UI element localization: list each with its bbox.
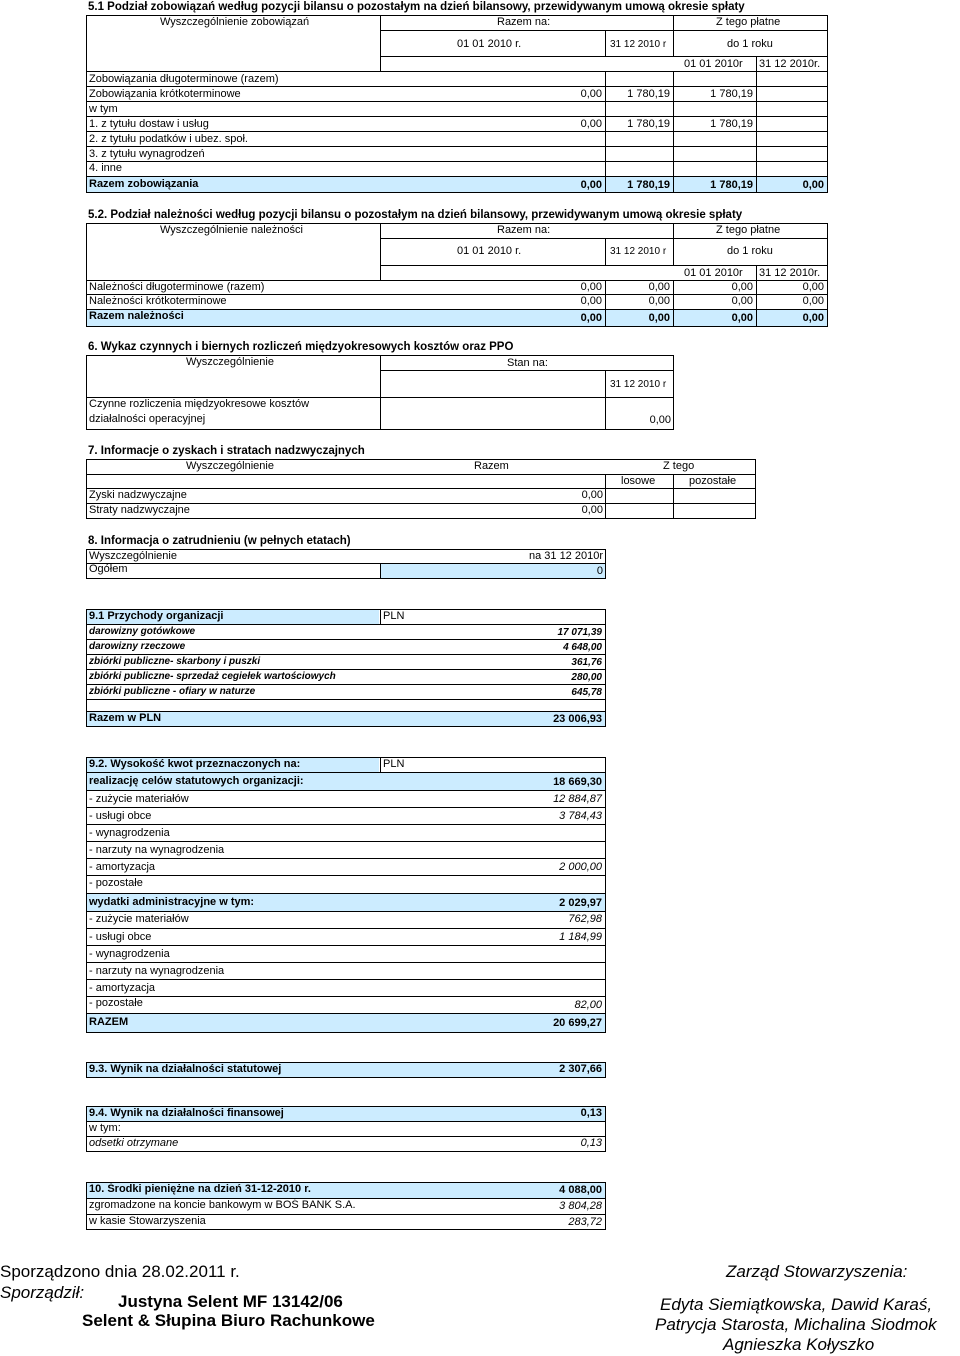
col-state-6: Stan na: <box>507 357 548 369</box>
value-9-3: 2 307,66 <box>559 1063 602 1075</box>
cash-row-value: 283,72 <box>568 1216 602 1228</box>
up-to-1y-5-1: do 1 roku <box>727 38 773 50</box>
row-value: 0,00 <box>648 295 670 307</box>
income-row-value: 645,78 <box>571 687 602 698</box>
row-label: 3. z tytułu wynagrodzeń <box>89 148 205 160</box>
stat-value-9-2: 18 669,30 <box>553 776 602 788</box>
cost-row-value: 12 884,87 <box>553 793 602 805</box>
footer-by: Sporządził: <box>0 1283 85 1302</box>
row-value: 1 780,19 <box>710 118 753 130</box>
row-label-6a: Czynne rozliczenia międzyokresowe kosztów <box>89 398 310 410</box>
row-label: Należności długoterminowe (razem) <box>89 281 265 293</box>
sub2-5-2: 31 12 2010r. <box>759 267 821 279</box>
cost-row-value: 82,00 <box>574 999 602 1011</box>
col-spec-6: Wyszczególnienie <box>186 356 274 368</box>
sub1-5-1: 01 01 2010r <box>684 58 743 70</box>
row-label: Straty nadzwyczajne <box>89 504 190 516</box>
section-9-2-title: 9.2. Wysokość kwot przeznaczonych na: <box>89 758 301 770</box>
date2-5-2: 31 12 2010 r <box>610 246 667 257</box>
row-label: Zyski nadzwyczajne <box>89 489 187 501</box>
cost-row-label: - amortyzacja <box>89 861 156 873</box>
date1-5-2: 01 01 2010 r. <box>457 245 522 257</box>
total-value: 0,00 <box>802 312 824 324</box>
row-label-8: Ogółem <box>89 563 128 575</box>
cost-row-label: - narzuty na wynagrodzenia <box>89 844 225 856</box>
cost-row-label: - narzuty na wynagrodzenia <box>89 965 225 977</box>
row-value: 1 780,19 <box>710 88 753 100</box>
row-value: 0,00 <box>802 281 824 293</box>
section-5-2-title: 5.2. Podział należności według pozycji bilansu o pozostałym na dzień bilansowy, przewidywanym umową okresie spłaty <box>88 209 743 221</box>
value-10: 4 088,00 <box>559 1184 602 1196</box>
col-spec-5-2: Wyszczególnienie należności <box>160 224 303 236</box>
col-payable-5-2: Z tego płatne <box>716 224 781 236</box>
total-value: 1 780,19 <box>627 179 670 191</box>
row-value: 0,00 <box>731 281 753 293</box>
col-total-5-1: Razem na: <box>497 16 551 28</box>
col-spec-5-1: Wyszczególnienie zobowiązań <box>160 16 310 28</box>
cash-row-label: zgromadzone na koncie bankowym w BOŚ BANK S.A. <box>89 1199 356 1211</box>
cost-row-label: - pozostałe <box>89 997 143 1009</box>
income-row-label: zbiórki publiczne- skarbony i puszki <box>89 656 261 667</box>
sub2-5-1: 31 12 2010r. <box>759 58 821 70</box>
stat-label-9-2: realizację celów statutowych organizacji: <box>89 775 304 787</box>
col-of-7: Z tego <box>663 460 695 472</box>
total-label-9-2: RAZEM <box>89 1016 129 1028</box>
row-label: 2. z tytułu podatków i ubez. społ. <box>89 133 248 145</box>
total-value: 1 780,19 <box>710 179 753 191</box>
col-payable-5-1: Z tego płatne <box>716 16 781 28</box>
row-value: 0,00 <box>581 489 603 501</box>
total-label-5-1: Razem zobowiązania <box>89 178 199 190</box>
up-to-1y-5-2: do 1 roku <box>727 245 773 257</box>
currency-9-1: PLN <box>383 610 405 622</box>
date1-5-1: 01 01 2010 r. <box>457 38 522 50</box>
cost-row-label: - usługi obce <box>89 810 152 822</box>
col-spec-7: Wyszczególnienie <box>186 460 274 472</box>
row-value-8: 0 <box>596 565 603 577</box>
row-value: 0,00 <box>731 295 753 307</box>
row-label: Należności krótkoterminowe <box>89 295 227 307</box>
cost-row-label: - wynagrodzenia <box>89 827 170 839</box>
total-value: 0,00 <box>802 179 824 191</box>
row-value: 1 780,19 <box>627 88 670 100</box>
col-total-5-2: Razem na: <box>497 224 551 236</box>
section-6-title: 6. Wykaz czynnych i biernych rozliczeń międzyokresowych kosztów oraz PPO <box>88 341 514 353</box>
col-random-7: losowe <box>621 475 656 487</box>
cost-row-label: - zużycie materiałów <box>89 793 189 805</box>
cost-row-value: 2 000,00 <box>559 861 602 873</box>
col-other-7: pozostałe <box>689 475 737 487</box>
income-row-value: 17 071,39 <box>557 627 602 638</box>
cost-row-label: - zużycie materiałów <box>89 913 189 925</box>
total-value-9-1: 23 006,93 <box>553 713 602 725</box>
section-5-1-title: 5.1 Podział zobowiązań według pozycji bilansu o pozostałym na dzień bilansowy, przewidywanym umową okresie spłaty <box>88 1 745 13</box>
row-label-6b: działalności operacyjnej <box>89 413 206 425</box>
row-value: 0,00 <box>580 118 602 130</box>
footer-name2: Selent & Słupina Biuro Rachunkowe <box>82 1311 375 1330</box>
sub1-5-2: 01 01 2010r <box>684 267 743 279</box>
footer-board2: Patrycja Starosta, Michalina Siodmok <box>655 1315 937 1334</box>
col-spec-8: Wyszczególnienie <box>89 550 177 562</box>
row-value: 0,00 <box>648 281 670 293</box>
income-row-value: 4 648,00 <box>563 642 602 653</box>
row-label: w tym <box>89 103 118 115</box>
cash-row-value: 3 804,28 <box>559 1200 602 1212</box>
section-7-title: 7. Informacje o zyskach i stratach nadzwyczajnych <box>88 445 365 457</box>
label-9-3: 9.3. Wynik na działalności statutowej <box>89 1063 282 1075</box>
total-value: 0,00 <box>580 179 602 191</box>
income-row-value: 280,00 <box>571 672 602 683</box>
income-row-label: darowizny gotówkowe <box>89 626 196 637</box>
sub-label-9-4: w tym: <box>89 1122 121 1134</box>
income-row-label: zbiórki publiczne - ofiary w naturze <box>89 686 256 697</box>
footer-board1: Edyta Siemiątkowska, Dawid Karaś, <box>660 1295 933 1314</box>
row-label: 4. inne <box>89 162 123 174</box>
footer-made: Sporządzono dnia 28.02.2011 r. <box>0 1262 240 1281</box>
income-row-value: 361,76 <box>571 657 602 668</box>
cash-row-label: w kasie Stowarzyszenia <box>89 1215 206 1227</box>
total-value-9-2: 20 699,27 <box>553 1017 602 1029</box>
label-10: 10. Środki pieniężne na dzień 31-12-2010 r. <box>89 1183 311 1195</box>
row-value: 0,00 <box>580 88 602 100</box>
income-row-label: zbiórki publiczne- sprzedaż cegiełek wartościowych <box>89 671 336 682</box>
cost-row-value: 1 184,99 <box>559 931 602 943</box>
row-value: 0,00 <box>581 504 603 516</box>
row-label: Zobowiązania długoterminowe (razem) <box>89 73 279 85</box>
label-9-4: 9.4. Wynik na działalności finansowej <box>89 1107 284 1119</box>
value-9-4: 0,13 <box>580 1107 602 1119</box>
cost-row-label: - usługi obce <box>89 931 152 943</box>
cost-row-label: - amortyzacja <box>89 982 156 994</box>
row-label: 1. z tytułu dostaw i usług <box>89 118 209 130</box>
footer-board: Zarząd Stowarzyszenia: <box>726 1262 908 1281</box>
total-value: 0,00 <box>648 312 670 324</box>
cost-row-label: - pozostałe <box>89 877 143 889</box>
col-total-7: Razem <box>474 460 509 472</box>
row-value: 0,00 <box>580 295 602 307</box>
cost-row-value: 762,98 <box>568 913 602 925</box>
footer-board3: Agnieszka Kołyszko <box>723 1335 875 1354</box>
cost-row-value: 3 784,43 <box>559 810 602 822</box>
total-label-5-2: Razem należności <box>89 310 184 322</box>
income-row-label: darowizny rzeczowe <box>89 641 186 652</box>
col-date-8: na 31 12 2010r <box>528 550 603 562</box>
currency-9-2: PLN <box>383 758 405 770</box>
admin-label-9-2: wydatki administracyjne w tym: <box>89 896 255 908</box>
section-8-title: 8. Informacja o zatrudnieniu (w pełnych etatach) <box>88 535 351 547</box>
row-value: 0,00 <box>802 295 824 307</box>
row-value: 1 780,19 <box>627 118 670 130</box>
date2-5-1: 31 12 2010 r <box>610 39 667 50</box>
total-label-9-1: Razem w PLN <box>89 712 162 724</box>
total-value: 0,00 <box>731 312 753 324</box>
row-value-9-4: 0,13 <box>580 1137 602 1149</box>
row-value-6: 0,00 <box>649 414 671 426</box>
cost-row-label: - wynagrodzenia <box>89 948 170 960</box>
section-9-1-title: 9.1 Przychody organizacji <box>89 610 224 622</box>
admin-value-9-2: 2 029,97 <box>559 897 602 909</box>
footer-name1: Justyna Selent MF 13142/06 <box>118 1292 343 1311</box>
row-label: Zobowiązania krótkoterminowe <box>89 88 241 100</box>
total-value: 0,00 <box>580 312 602 324</box>
row-label-9-4: odsetki otrzymane <box>89 1137 179 1149</box>
row-value: 0,00 <box>580 281 602 293</box>
date-6: 31 12 2010 r <box>610 379 667 390</box>
